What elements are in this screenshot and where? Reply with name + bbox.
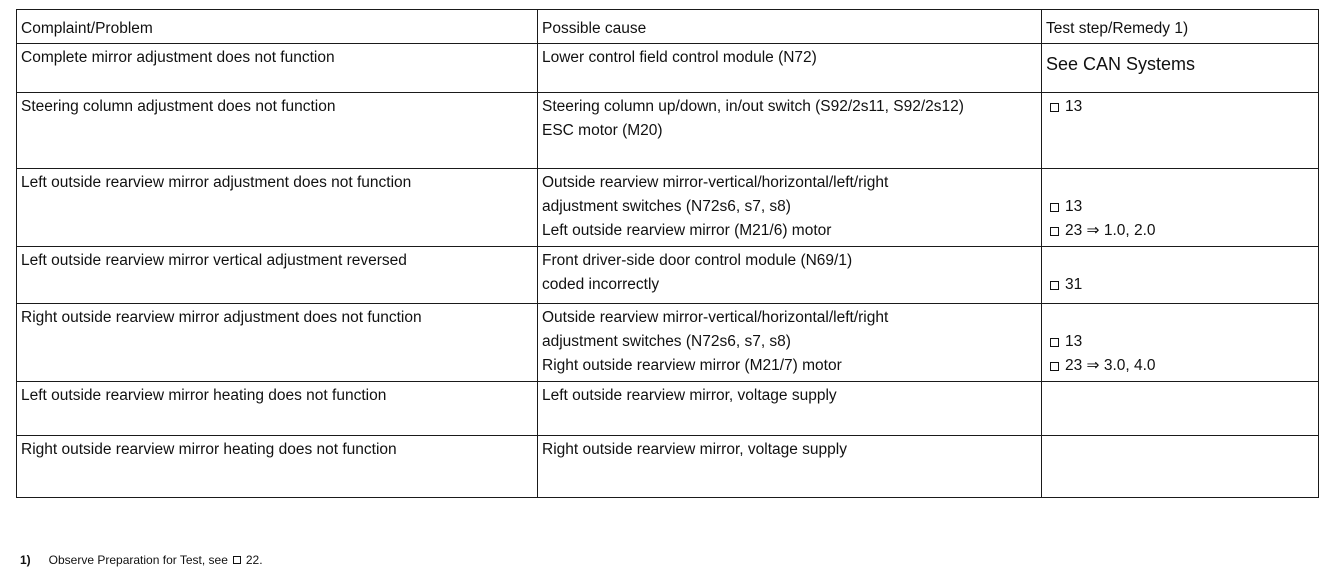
cause-line: Lower control field control module (N72) [542,49,817,66]
remedy-cell [1042,93,1319,169]
page-reference-icon [1050,203,1059,212]
test-step-reference[interactable] [1046,95,1314,119]
complaint-text: Left outside rearview mirror adjustment does not function [21,174,412,191]
page-reference-icon [1050,103,1059,112]
complaint-text: Left outside rearview mirror heating does not function [21,387,387,404]
complaint-cell [17,436,538,498]
header-possible-cause: Possible cause [538,10,1042,44]
remedy-cell [1042,304,1319,382]
cause-line: Left outside rearview mirror (M21/6) motor [542,222,832,239]
table-row [17,93,1319,169]
cause-line: Steering column up/down, in/out switch (S92/2s11, S92/2s12) [542,98,964,115]
test-step-number: 31 [1065,276,1083,293]
page-reference-icon [1050,281,1059,290]
table-body [17,44,1319,498]
complaint-text: Right outside rearview mirror adjustment does not function [21,309,422,326]
cause-line: coded incorrectly [542,276,660,293]
cause-line: ESC motor (M20) [542,122,663,139]
footnote-text: Observe Preparation for Test, see [48,553,228,567]
cause-cell [538,93,1042,169]
remedy-text: See CAN Systems [1046,54,1196,74]
header-test-step: Test step/Remedy 1) [1042,10,1319,44]
table-row [17,169,1319,247]
test-step-number: 23 ⇒ 3.0, 4.0 [1065,357,1156,374]
complaint-cell [17,44,538,93]
cause-cell [538,436,1042,498]
table-row [17,436,1319,498]
footnote-reference: 22. [245,553,263,567]
test-step-reference[interactable] [1046,330,1314,354]
complaint-text: Right outside rearview mirror heating does not function [21,441,397,458]
remedy-cell [1042,436,1319,498]
cause-cell [538,382,1042,436]
cause-line: Outside rearview mirror-vertical/horizontal/left/right [542,174,889,191]
remedy-cell [1042,382,1319,436]
page-reference-icon [1050,338,1059,347]
test-step-reference[interactable] [1046,354,1314,378]
cause-line: Right outside rearview mirror (M21/7) motor [542,357,842,374]
table-row [17,44,1319,93]
test-step-number: 13 [1065,198,1083,215]
cause-cell [538,304,1042,382]
cause-cell [538,169,1042,247]
test-step-reference[interactable] [1046,195,1314,219]
cause-line: Outside rearview mirror-vertical/horizontal/left/right [542,309,889,326]
footnote-mark: 1) [20,553,31,567]
test-step-number: 13 [1065,333,1083,350]
diagnosis-table [16,9,1319,498]
complaint-cell [17,382,538,436]
table-row [17,247,1319,304]
page-reference-icon [233,556,241,564]
test-step-reference[interactable] [1046,219,1314,243]
remedy-cell [1042,169,1319,247]
complaint-cell [17,169,538,247]
page-reference-icon [1050,227,1059,236]
cause-cell [538,247,1042,304]
complaint-cell [17,247,538,304]
cause-line: Front driver-side door control module (N69/1) [542,252,853,269]
complaint-cell [17,304,538,382]
complaint-text: Left outside rearview mirror vertical adjustment reversed [21,252,407,269]
cause-line: adjustment switches (N72s6, s7, s8) [542,333,791,350]
cause-line: Left outside rearview mirror, voltage supply [542,387,837,404]
remedy-cell [1042,44,1319,93]
complaint-text: Complete mirror adjustment does not function [21,49,335,66]
cause-cell [538,44,1042,93]
page-reference-icon [1050,362,1059,371]
table-row [17,304,1319,382]
footnote [20,553,263,567]
remedy-cell [1042,247,1319,304]
test-step-number: 13 [1065,98,1083,115]
complaint-cell [17,93,538,169]
table-row [17,382,1319,436]
cause-line: adjustment switches (N72s6, s7, s8) [542,198,791,215]
header-complaint: Complaint/Problem [17,10,538,44]
test-step-reference[interactable] [1046,273,1314,297]
test-step-number: 23 ⇒ 1.0, 2.0 [1065,222,1156,239]
complaint-text: Steering column adjustment does not function [21,98,336,115]
cause-line: Right outside rearview mirror, voltage supply [542,441,847,458]
header-row [17,10,1319,44]
